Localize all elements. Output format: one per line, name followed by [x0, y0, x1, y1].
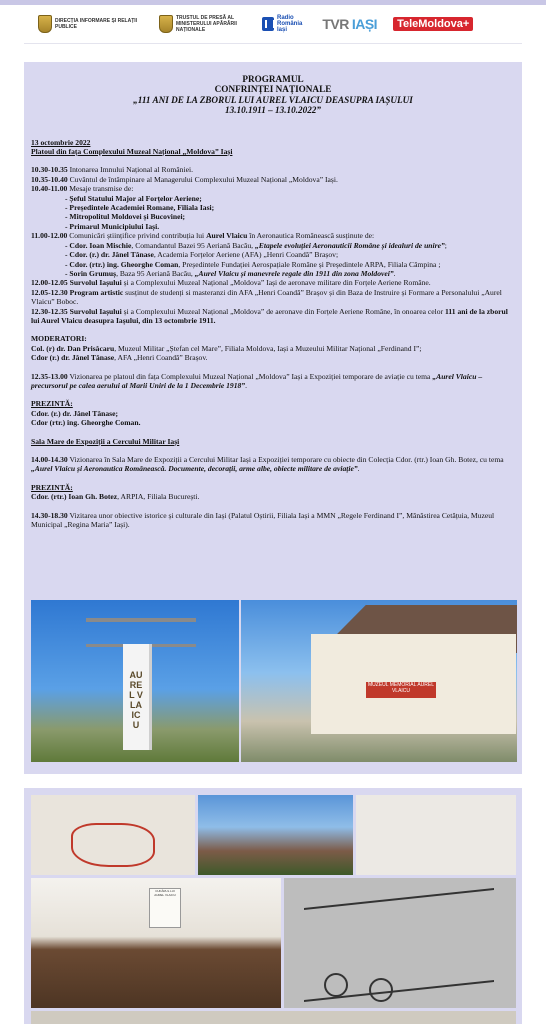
crest-icon — [38, 15, 52, 33]
photo-plane-sketch — [284, 878, 516, 1008]
schedule-item: 14.30-18.30 Vizitarea unor obiective istorice și culturale din Iași (Palatul Oștirii, Filiala Iași a MMN „Regele Ferdinand I”, Mănăstirea Cetățuia, Muzeul Municipal „Regina Maria” Iași). — [31, 510, 495, 530]
program-content — [31, 74, 515, 529]
monument-inscription: AUREL VLAICU — [129, 670, 143, 730]
venue-cercul-militar: Sala Mare de Expoziții a Cercului Militar Iași — [31, 436, 180, 446]
moderators-heading: MODERATORI: — [31, 334, 87, 344]
schedule-item: 14.00-14.30 Vizionarea în Sala Mare de Expoziții a Cercului Militar Iași a Expoziției temporare cu obiecte din Colecția Cdor. (rtr.) Ioan Gh. Botez, cu tema „Aurel Vlaicu și Aeronautica Românească. Documente, decorații, arme albe, obiecte militare de aviație”. — [31, 455, 504, 474]
schedule-item: 10.40-11.00 Mesaje transmise de: — [31, 184, 134, 194]
photo-exhibit-map — [31, 795, 195, 875]
program-heading: PROGRAMUL CONFRINȚEI NAȚIONALE „111 ANI DE LA ZBORUL LUI AUREL VLAICU DEASUPRA IAȘULUI 13.10.1911 – 13.10.2022” — [133, 74, 413, 116]
schedule-item: 12.35-13.00 Vizionarea pe platoul din fața Complexului Muzeal Național „Moldova” Iași a Expoziției temporare de aviație cu tema „Aurel Vlaicu – precursorul pe calea aerului al Marii Uniri de la 1 Decembrie 1918”. — [31, 371, 483, 390]
presenter-item: Cdor. (r.) dr. Jănel Tănase; — [31, 408, 118, 418]
schedule-item: 12.30-12.35 Survolul Iașului și a Complexului Muzeal Național „Moldova” de aeronave din Forțele Aeriene Române, în onoarea celor 111 ani de la zborul lui Aurel Vlaicu deasupra Iașului, din 13 octombrie 1911. — [31, 306, 508, 325]
speaker-item: - Sorin Grumuș, Baza 95 Aeriană Bacău, „Aurel Vlaicu și manevrele regale din 1911 din zona Moldovei”. — [65, 268, 396, 278]
schedule-item: 10.30-10.35 Intonarea Imnului Național al României. — [31, 165, 193, 175]
presenter-item: Cdor (rtr.) ing. Gheorghe Coman. — [31, 418, 141, 428]
presenters-heading: PREZINTĂ: — [31, 399, 73, 409]
message-item: - Președintele Academiei Romane, Filiala Iasi; — [65, 203, 215, 213]
photo-vlaicu-monument — [31, 600, 239, 762]
photo-memorial-house — [241, 600, 517, 762]
message-item: - Șeful Statului Major al Forțelor Aeriene; — [65, 193, 202, 203]
moderator-item: Cdor (r.) dr. Jănel Tănase, AFA „Henri Coandă” Brașov. — [31, 353, 208, 363]
wheel-icon — [324, 973, 348, 997]
message-item: - Primarul Municipiului Iași. — [65, 221, 160, 231]
schedule-item: 12.05-12.30 Program artistic susținut de studenți si masteranzi din AFA „Henri Coandă” Brașov și din Baza de Instruire și Formare a Personalului „Aurel Vlaicu” Boboc. — [31, 287, 502, 307]
presenters-heading: PREZINTĂ: — [31, 482, 73, 492]
photo-partial-bottom — [31, 1011, 516, 1024]
photo-house-garden — [198, 795, 353, 875]
venue-platoul: Platoul din fața Complexului Muzeal Național „Moldova” Iași — [31, 147, 233, 157]
plane-sculpture — [86, 618, 196, 647]
radio-romania-icon — [262, 17, 274, 31]
event-date: 13 octombrie 2022 — [31, 137, 91, 147]
crest-icon — [159, 15, 173, 33]
photo-vlaicu-chest — [31, 878, 281, 1008]
logo-trust: TRUSTUL DE PRESĂ AL MINISTERULUI APĂRĂRII NAȚIONALE — [159, 15, 256, 33]
schedule-item: 10.35-10.40 Cuvântul de întâmpinare al Managerului Complexului Muzeal Național „Moldova” Iași. — [31, 174, 338, 184]
schedule-item: 12.00-12.05 Survolul Iașului și a Complexului Muzeal Național „Moldova” Iași de aeronave militare din Forțele Aeriene Române. — [31, 278, 431, 288]
message-item: - Mitropolitul Moldovei și Bucovinei; — [65, 212, 186, 222]
logo-radio-romania-iasi: Radio România Iași — [262, 15, 302, 33]
presenter-item: Cdor. (rtr.) Ioan Gh. Botez, ARPIA, Filiala București. — [31, 492, 200, 502]
partner-logos-bar — [24, 5, 522, 44]
speaker-item: - Cdor. Ioan Mischie, Comandantul Bazei 95 Aeriană Bacău, „Etapele evoluției Aeronauticii Române și idealuri de unire”; — [65, 240, 447, 250]
house-sign: MUZEUL MEMORIAL AUREL VLAICU — [366, 682, 436, 698]
romania-map — [71, 823, 155, 867]
logo-telemoldova: TeleMoldova+ — [393, 17, 473, 31]
schedule-item: 11.00-12.00 Comunicări științifice privind contribuția lui Aurel Vlaicu în Aeronautica Românească susținute de: — [31, 231, 375, 241]
logo-tvr-iasi: TVR IAȘI — [322, 16, 378, 32]
wheel-icon — [369, 978, 393, 1002]
chest-label: CUFĂRUL LUI AUREL VLAICU — [149, 888, 181, 928]
speaker-item: - Cdor. (r.) dr. Jănel Tănase, Academia Forțelor Aeriene (AFA) „Henri Coandă” Brașov; — [65, 250, 339, 260]
moderator-item: Col. (r) dr. Dan Prisăcaru, Muzeul Militar „Ștefan cel Mare”, Filiala Moldova, Iași a Muzeului Militar Național „Ferdinand I”; — [31, 343, 422, 353]
speaker-item: - Cdor. (rtr.) ing. Gheorghe Coman, Președintele Fundației Aerospațiale Române și Președintele ARPA, Filiala Câmpina ; — [65, 259, 441, 269]
logo-dirp: DIRECȚIA INFORMARE ȘI RELAȚII PUBLICE — [38, 15, 153, 33]
photo-display-case — [356, 795, 516, 875]
